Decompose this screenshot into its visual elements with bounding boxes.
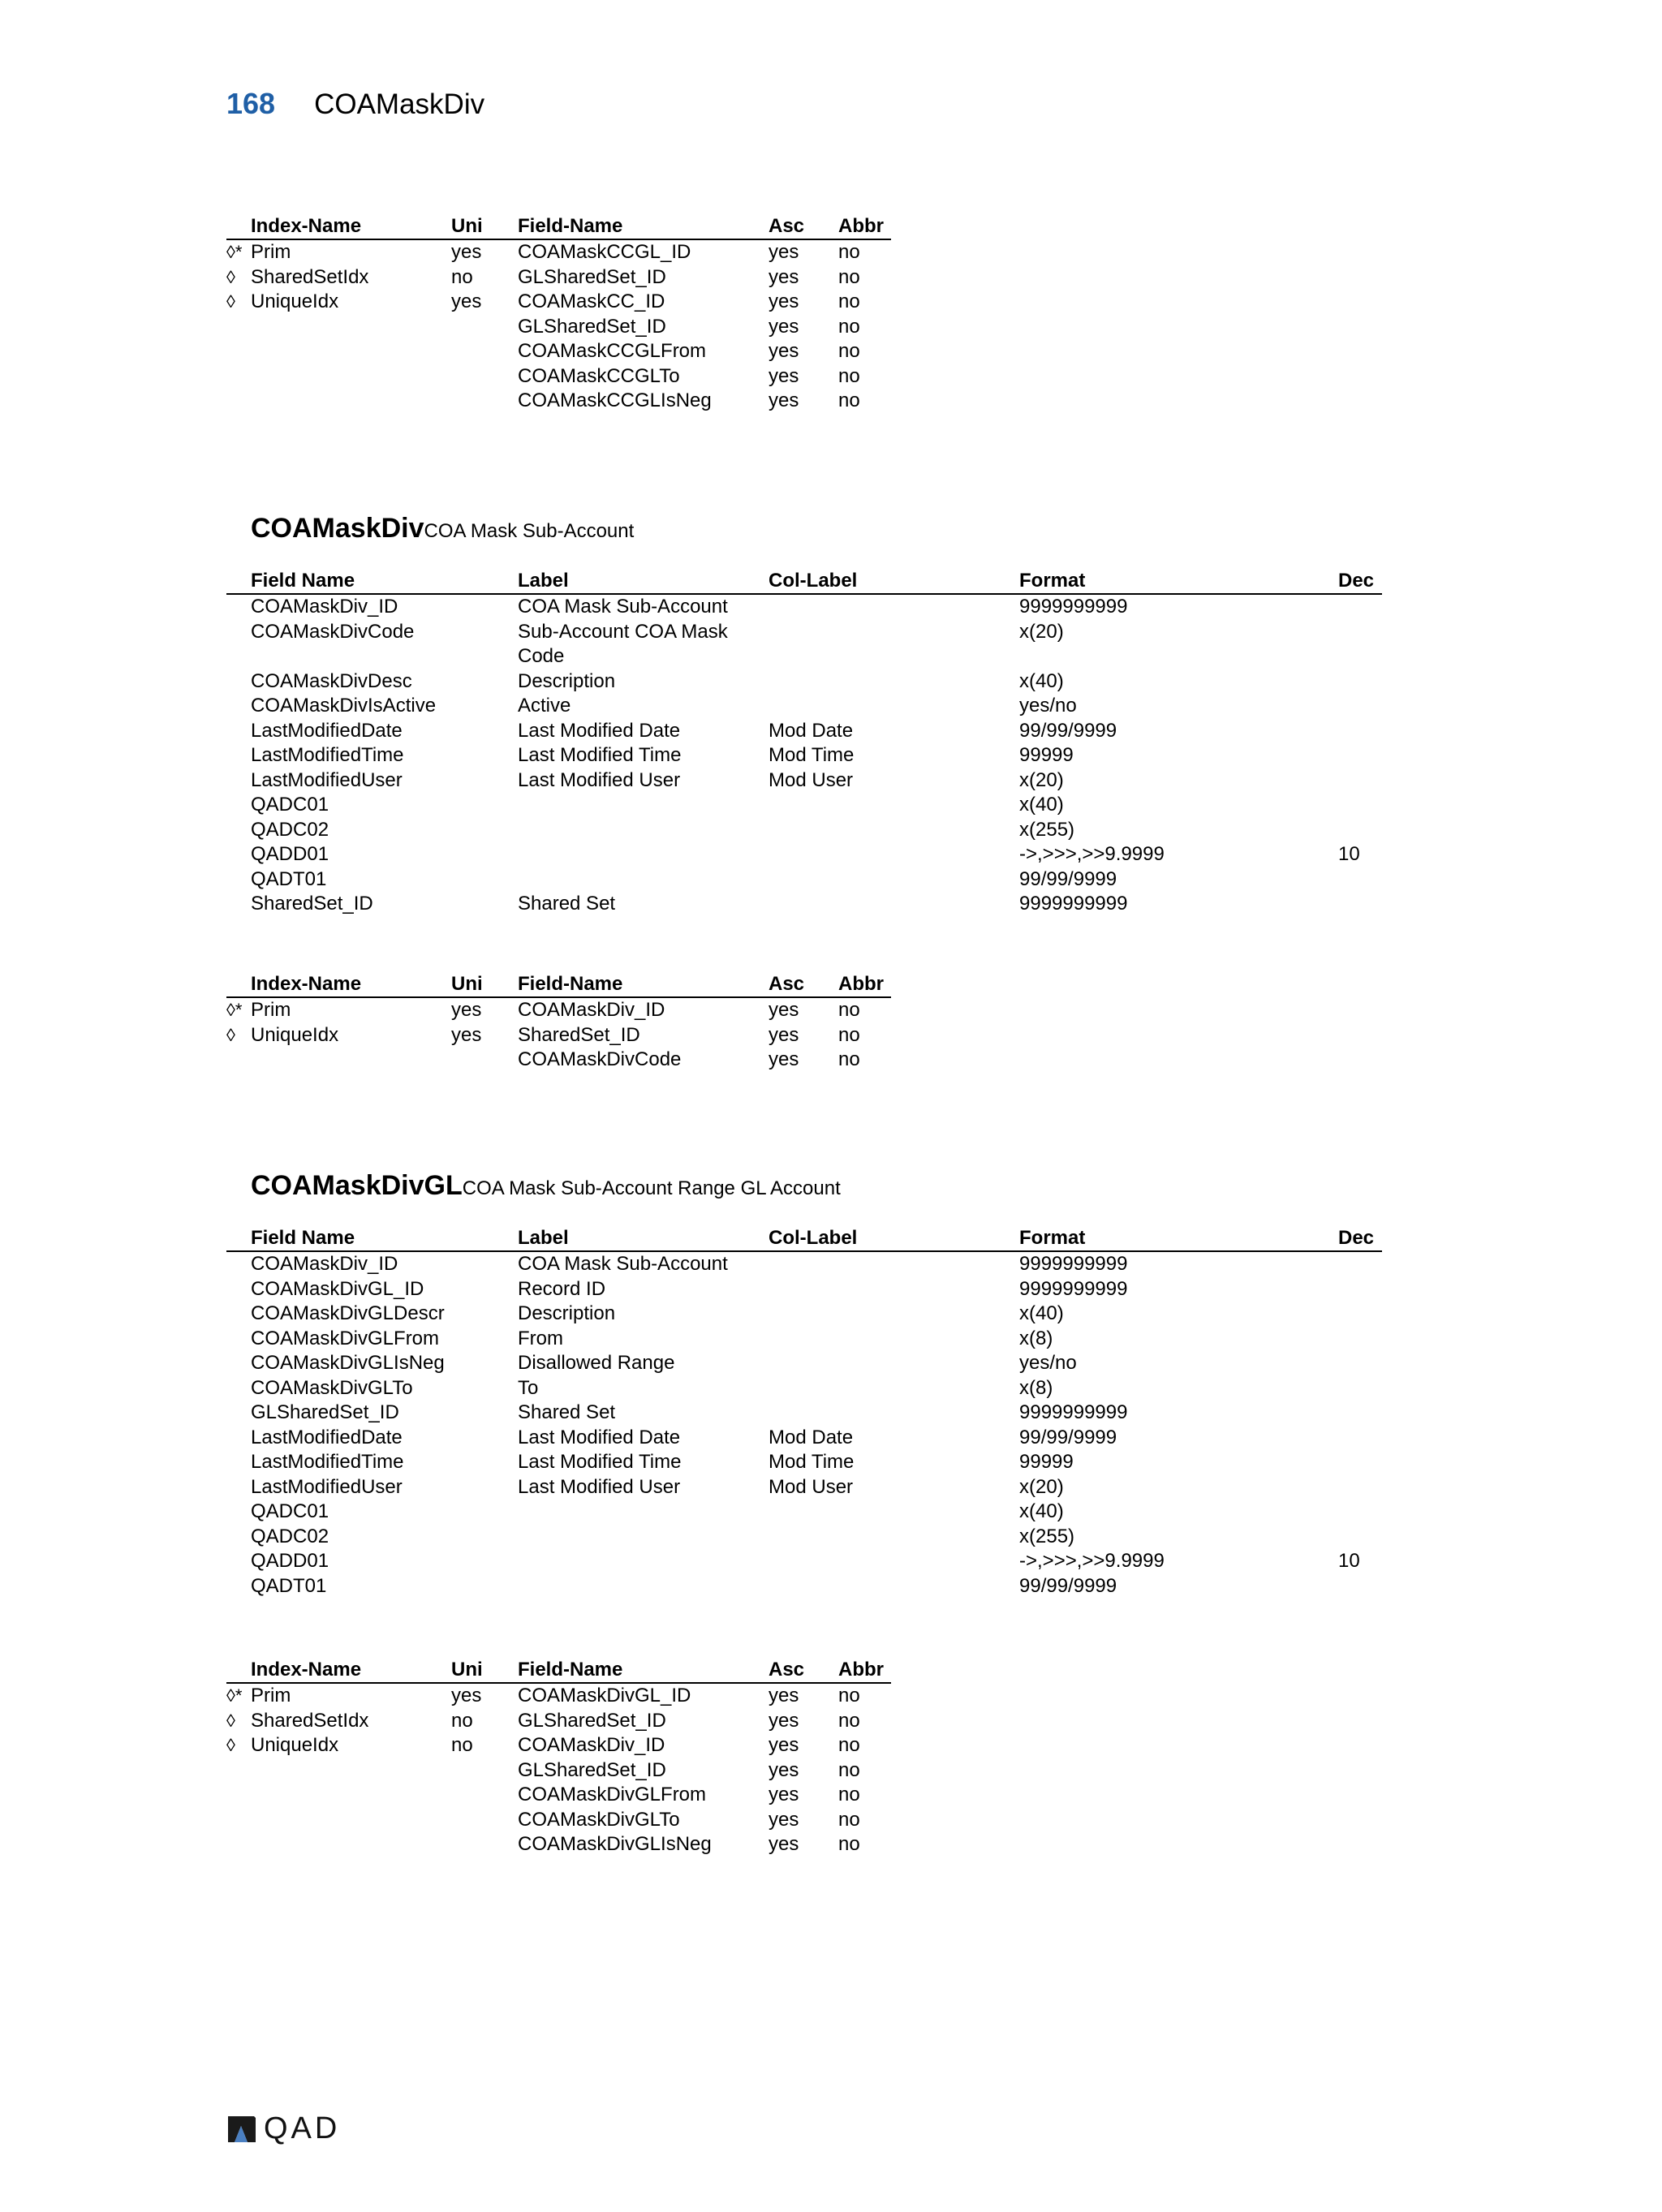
label-cell: To [518,1376,539,1399]
index-name-cell: SharedSetIdx [251,265,369,288]
index-marker: ◊* [226,1000,243,1020]
field-name-cell: COAMaskDivCode [251,620,415,643]
field-name-header: Field Name [251,1227,355,1249]
format-cell: x(20) [1019,620,1064,643]
label-cell: COA Mask Sub-Account [518,1253,728,1275]
asc-cell: yes [769,1734,799,1756]
field-name-cell: QADC01 [251,1500,329,1522]
table-row [226,1327,1382,1352]
uni-cell: no [451,265,473,288]
format-cell: 99/99/9999 [1019,867,1117,890]
asc-cell: yes [769,1808,799,1831]
asc-cell: yes [769,1709,799,1732]
index-name-cell: UniqueIdx [251,1734,339,1756]
asc-cell: yes [769,1833,799,1855]
abbr-cell: no [838,1023,860,1046]
section-title-coamaskdivgl [251,1170,841,1202]
field-name-cell: COAMaskCCGLTo [518,364,680,387]
col-label-cell: Mod User [769,768,854,791]
format-cell: x(40) [1019,794,1064,816]
index-name-cell: SharedSetIdx [251,1709,369,1732]
asc-cell: yes [769,364,799,387]
format-cell: x(255) [1019,1525,1075,1547]
index-table-2 [226,971,891,1073]
field-name-cell: COAMaskCCGLIsNeg [518,389,712,411]
uni-cell: yes [451,1685,482,1706]
format-cell: 99999 [1019,1451,1074,1473]
table-row [226,1549,1382,1574]
format-cell: 9999999999 [1019,893,1128,914]
table-row [226,793,1382,818]
table-row [226,867,1382,893]
table-row [226,1525,1382,1550]
label-cell: COA Mask Sub-Account [518,596,728,618]
format-cell: 9999999999 [1019,1277,1128,1300]
table-row [226,998,891,1023]
table-row [226,1048,891,1073]
index-marker: ◊ [226,1735,235,1755]
table-row [226,1808,891,1833]
format-cell: x(8) [1019,1327,1053,1349]
page-header [226,87,484,136]
abbr-cell: no [838,1833,860,1855]
col-label-header: Col-Label [769,570,858,592]
index-name-cell: Prim [251,999,291,1021]
index-marker: ◊ [226,291,235,312]
table-row [226,265,891,290]
field-table-header [226,1225,1382,1252]
format-cell: 9999999999 [1019,1401,1128,1423]
field-name-cell: GLSharedSet_ID [518,315,666,338]
table-row [226,364,891,389]
field-table-body [226,1252,1382,1599]
table-row [226,1733,891,1758]
format-cell: yes/no [1019,695,1077,717]
format-cell: x(8) [1019,1376,1053,1399]
abbr-cell: no [838,999,860,1021]
dec-header: Dec [1338,1227,1375,1249]
table-row [226,892,1382,917]
field-name-cell: COAMaskDivCode [518,1048,682,1070]
format-header: Format [1019,570,1086,592]
format-cell: yes/no [1019,1352,1077,1374]
label-cell: From [518,1327,563,1349]
index-name-cell: UniqueIdx [251,290,339,312]
label-cell: Description [518,1302,616,1324]
format-cell: x(40) [1019,1302,1064,1324]
abbr-header: Abbr [838,215,884,237]
table-row [226,1023,891,1048]
index-table-header [226,971,891,998]
uni-header: Uni [451,1659,483,1681]
table-row [226,743,1382,768]
abbr-cell: no [838,1685,860,1706]
qad-logo-icon [226,2115,257,2144]
field-name-cell: GLSharedSet_ID [251,1401,399,1423]
uni-cell: yes [451,1023,482,1046]
label-cell: Shared Set [518,893,616,914]
field-table-body [226,595,1382,917]
asc-cell: yes [769,241,799,263]
asc-cell: yes [769,1758,799,1781]
asc-cell: yes [769,999,799,1021]
table-row [226,1401,1382,1426]
abbr-header: Abbr [838,1659,884,1681]
abbr-cell: no [838,1734,860,1756]
field-name-cell: COAMaskDiv_ID [251,1253,398,1275]
abbr-header: Abbr [838,973,884,995]
abbr-cell: no [838,1808,860,1831]
table-row [226,768,1382,794]
table-row [226,290,891,315]
section-name: COAMaskDivGL [251,1170,463,1201]
field-name-cell: COAMaskCCGL_ID [518,241,691,263]
field-name-cell: SharedSet_ID [251,893,373,914]
field-name-cell: GLSharedSet_ID [518,1758,666,1781]
uni-cell: yes [451,999,482,1021]
asc-cell: yes [769,315,799,338]
uni-cell: yes [451,290,482,312]
asc-cell: yes [769,1784,799,1805]
asc-header: Asc [769,215,805,237]
index-table-header [226,213,891,240]
index-marker: ◊* [226,1685,243,1706]
field-name-cell: COAMaskDivGLDescr [251,1302,445,1324]
label-cell: Last Modified Date [518,1426,681,1448]
qad-logo-text: QAD [264,2111,341,2145]
label-cell: Active [518,695,571,717]
field-table-header [226,568,1382,595]
uni-cell: no [451,1709,473,1732]
index-table-body [226,1684,891,1857]
table-row [226,694,1382,719]
index-name-header: Index-Name [251,215,362,237]
table-row [226,1426,1382,1451]
format-cell: x(40) [1019,1500,1064,1522]
format-cell: 99/99/9999 [1019,1426,1117,1448]
dec-cell: 10 [1338,1550,1360,1572]
label-cell: Last Modified Time [518,744,682,766]
label-cell: Record ID [518,1277,606,1300]
field-name-cell: QADT01 [251,867,327,890]
table-row [226,240,891,265]
field-name-cell: COAMaskDivGLIsNeg [518,1833,712,1855]
qad-logo [226,2111,340,2146]
table-row [226,1475,1382,1500]
field-name-cell: QADT01 [251,1574,327,1597]
field-name-cell: QADC01 [251,794,329,816]
label-cell: Sub-Account COA Mask Code [518,620,728,667]
field-name-cell: QADC02 [251,1525,329,1547]
uni-cell: yes [451,241,482,263]
table-row [226,339,891,364]
format-cell: 9999999999 [1019,596,1128,618]
table-row [226,1500,1382,1525]
index-name-cell: UniqueIdx [251,1023,339,1046]
abbr-cell: no [838,241,860,263]
index-table-header [226,1657,891,1684]
index-marker: ◊* [226,242,243,262]
section-name: COAMaskDiv [251,513,424,544]
table-row [226,595,1382,620]
table-row [226,842,1382,867]
field-name-cell: LastModifiedUser [251,768,403,791]
uni-header: Uni [451,215,483,237]
label-header: Label [518,570,569,592]
format-cell: ->,>>>,>>9.9999 [1019,843,1165,865]
uni-cell: no [451,1734,473,1756]
table-row [226,1302,1382,1327]
field-name-cell: COAMaskDivDesc [251,669,412,692]
abbr-cell: no [838,290,860,312]
index-marker: ◊ [226,266,235,287]
table-row [226,1376,1382,1401]
format-cell: x(255) [1019,818,1075,841]
index-name-header: Index-Name [251,973,362,995]
field-name-cell: LastModifiedTime [251,744,404,766]
abbr-cell: no [838,340,860,362]
table-row [226,719,1382,744]
field-name-header: Field Name [251,570,355,592]
field-name-header: Field-Name [518,215,623,237]
format-cell: 99999 [1019,744,1074,766]
asc-cell: yes [769,1685,799,1706]
field-name-cell: GLSharedSet_ID [518,1709,666,1732]
field-name-cell: COAMaskDiv_ID [251,596,398,618]
table-row [226,1709,891,1734]
dec-header: Dec [1338,570,1375,592]
section-description: COA Mask Sub-Account [424,520,635,542]
field-name-header: Field-Name [518,1659,623,1681]
field-name-cell: COAMaskCC_ID [518,290,665,312]
table-row [226,1574,1382,1599]
field-name-header: Field-Name [518,973,623,995]
abbr-cell: no [838,1709,860,1732]
uni-header: Uni [451,973,483,995]
field-name-cell: COAMaskDivGLFrom [251,1327,440,1349]
table-row [226,1252,1382,1277]
format-cell: 9999999999 [1019,1253,1128,1275]
table-row [226,1758,891,1784]
field-name-cell: QADD01 [251,843,329,865]
abbr-cell: no [838,1048,860,1070]
table-row [226,1450,1382,1475]
field-name-cell: QADD01 [251,1550,329,1572]
field-name-cell: COAMaskDiv_ID [518,1734,665,1756]
field-name-cell: COAMaskDiv_ID [518,999,665,1021]
table-row [226,389,891,414]
index-name-cell: Prim [251,241,291,263]
field-table-1 [226,568,1382,917]
col-label-cell: Mod Time [769,744,855,766]
format-header: Format [1019,1227,1086,1249]
asc-cell: yes [769,1048,799,1070]
field-name-cell: COAMaskCCGLFrom [518,340,707,362]
label-header: Label [518,1227,569,1249]
col-label-cell: Mod User [769,1475,854,1498]
field-name-cell: LastModifiedDate [251,719,403,742]
label-cell: Last Modified User [518,768,681,791]
field-name-cell: COAMaskDivGL_ID [251,1277,424,1300]
asc-cell: yes [769,1023,799,1046]
abbr-cell: no [838,315,860,338]
label-cell: Last Modified Date [518,719,681,742]
section-title-coamaskdiv [251,513,634,544]
field-name-cell: QADC02 [251,818,329,841]
asc-cell: yes [769,265,799,288]
table-row [226,1351,1382,1376]
dec-cell: 10 [1338,843,1360,865]
field-table-2 [226,1225,1382,1599]
label-cell: Last Modified User [518,1475,681,1498]
abbr-cell: no [838,1758,860,1781]
label-cell: Disallowed Range [518,1352,675,1374]
page-number: 168 [226,87,276,120]
table-row [226,1277,1382,1302]
index-marker: ◊ [226,1710,235,1731]
abbr-cell: no [838,1784,860,1805]
index-name-cell: Prim [251,1685,291,1706]
col-label-header: Col-Label [769,1227,858,1249]
abbr-cell: no [838,389,860,411]
field-name-cell: COAMaskDivGLIsNeg [251,1352,445,1374]
table-row [226,315,891,340]
format-cell: 99/99/9999 [1019,1574,1117,1597]
col-label-cell: Mod Time [769,1451,855,1473]
format-cell: x(40) [1019,669,1064,692]
abbr-cell: no [838,364,860,387]
field-name-cell: COAMaskDivGLFrom [518,1784,707,1805]
asc-header: Asc [769,973,805,995]
section-description: COA Mask Sub-Account Range GL Account [462,1177,841,1199]
table-row [226,620,1382,669]
format-cell: ->,>>>,>>9.9999 [1019,1550,1165,1572]
label-cell: Last Modified Time [518,1451,682,1473]
table-row [226,669,1382,695]
index-table-1 [226,213,891,414]
format-cell: x(20) [1019,768,1064,791]
table-row [226,1832,891,1857]
format-cell: 99/99/9999 [1019,719,1117,742]
col-label-cell: Mod Date [769,1426,854,1448]
asc-header: Asc [769,1659,805,1681]
field-name-cell: COAMaskDivIsActive [251,695,437,717]
index-name-header: Index-Name [251,1659,362,1681]
format-cell: x(20) [1019,1475,1064,1498]
abbr-cell: no [838,265,860,288]
field-name-cell: SharedSet_ID [518,1023,640,1046]
index-table-body [226,240,891,414]
index-table-3 [226,1657,891,1857]
asc-cell: yes [769,340,799,362]
label-cell: Shared Set [518,1401,616,1423]
field-name-cell: COAMaskDivGLTo [251,1376,413,1399]
index-marker: ◊ [226,1024,235,1045]
asc-cell: yes [769,389,799,411]
label-cell: Description [518,669,616,692]
index-table-body [226,998,891,1073]
asc-cell: yes [769,290,799,312]
field-name-cell: COAMaskDivGLTo [518,1808,680,1831]
table-row [226,818,1382,843]
field-name-cell: GLSharedSet_ID [518,265,666,288]
field-name-cell: LastModifiedTime [251,1451,404,1473]
field-name-cell: COAMaskDivGL_ID [518,1685,691,1706]
table-row [226,1684,891,1709]
col-label-cell: Mod Date [769,719,854,742]
table-row [226,1783,891,1808]
field-name-cell: LastModifiedDate [251,1426,403,1448]
field-name-cell: LastModifiedUser [251,1475,403,1498]
page-header-title: COAMaskDiv [314,88,485,120]
